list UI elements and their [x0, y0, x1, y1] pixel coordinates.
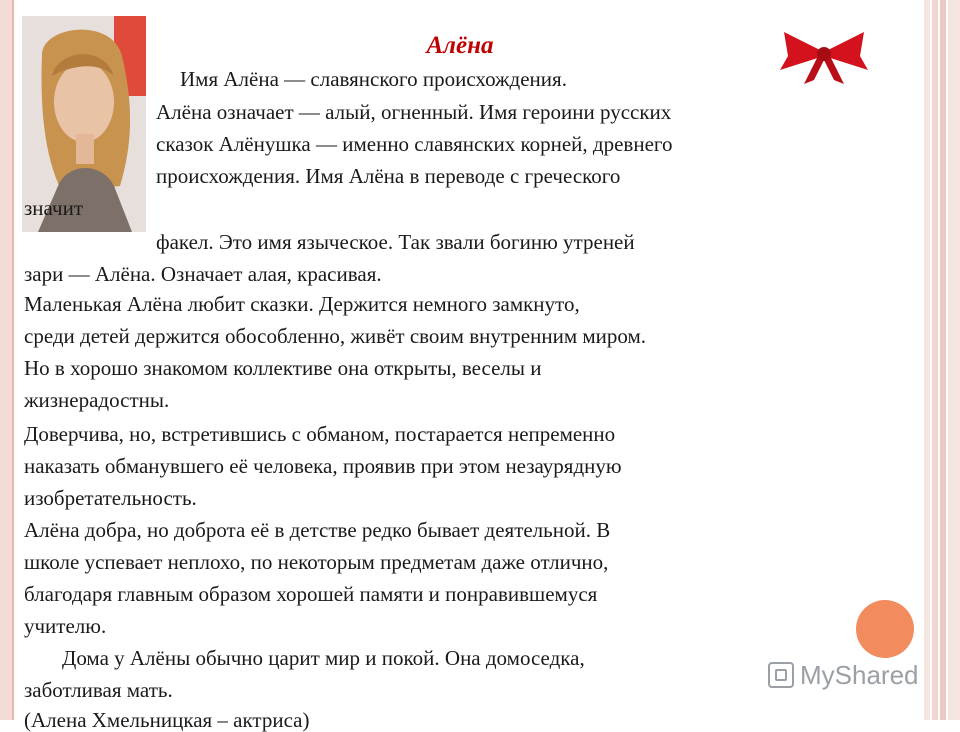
right-stripes [924, 0, 960, 720]
text-line: сказок Алёнушка — именно славянских корней, древнего [156, 132, 673, 156]
watermark-text: MyShared [800, 659, 919, 690]
slide-title: Алёна [426, 32, 494, 59]
text-line: Доверчива, но, встретившись с обманом, постарается непременно [24, 422, 616, 446]
text-line: значит [24, 196, 83, 220]
text-line: происхождения. Имя Алёна в переводе с греческого [156, 164, 621, 188]
text-line: Алёна добра, но доброта её в детстве редко бывает деятельной. В [24, 518, 611, 542]
left-border-line [12, 0, 14, 720]
text-line: благодаря главным образом хорошей памяти и понравившемуся [24, 582, 598, 606]
text-line: среди детей держится обособленно, живёт своим внутренним миром. [24, 324, 647, 348]
text-line: (Алена Хмельницкая – актриса) [24, 708, 310, 732]
text-line: изобретательность. [24, 486, 197, 510]
text-line: учителю. [24, 614, 107, 638]
text-line: школе успевает неплохо, по некоторым предметам даже отлично, [24, 550, 609, 574]
text-line: факел. Это имя языческое. Так звали богиню утреней [156, 230, 635, 254]
text-line: Имя Алёна — славянского происхождения. [180, 67, 567, 91]
text-line: жизнерадостны. [24, 388, 170, 412]
text-line: наказать обманувшего её человека, проявив при этом незаурядную [24, 454, 622, 478]
text-line: Маленькая Алёна любит сказки. Держится немного замкнуто, [24, 292, 580, 316]
watermark [768, 658, 928, 692]
decorative-circle [856, 600, 914, 658]
text-line: Дома у Алёны обычно царит мир и покой. Она домоседка, [62, 646, 585, 670]
left-border [0, 0, 12, 720]
ribbon-bow-icon [778, 26, 870, 84]
text-line: Алёна означает — алый, огненный. Имя героини русских [156, 100, 672, 124]
text-line: зари — Алёна. Означает алая, красивая. [24, 262, 382, 286]
text-line: Но в хорошо знакомом коллективе она открыты, веселы и [24, 356, 542, 380]
myshared-logo-icon [768, 662, 794, 688]
text-line: заботливая мать. [24, 678, 173, 702]
